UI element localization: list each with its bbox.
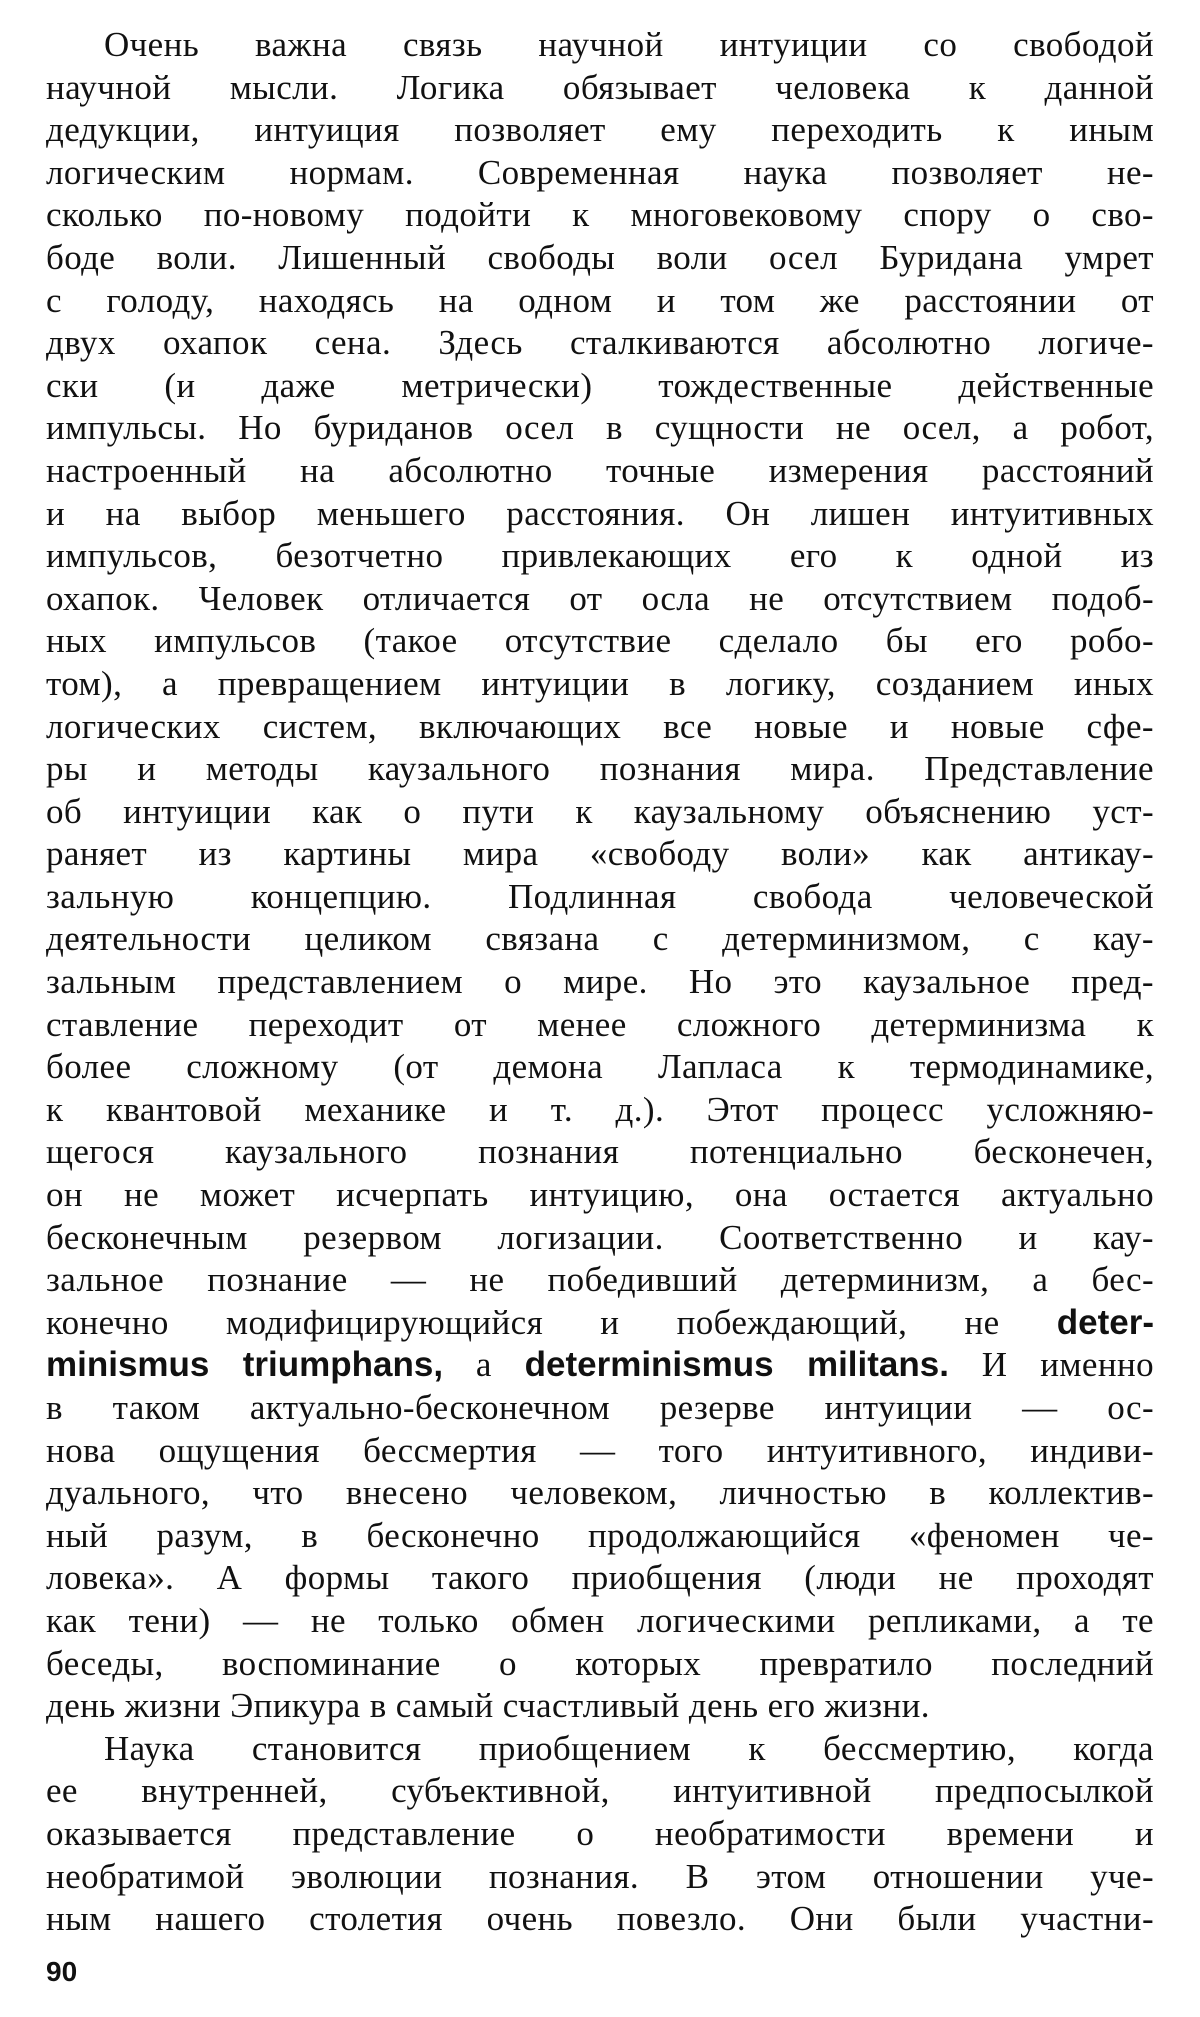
text-line: зальное познание — не победивший детерминизм, а бес- [46, 1260, 1154, 1300]
text-span: И именно [981, 1345, 1155, 1385]
latin-term: deter- [1056, 1302, 1154, 1342]
text-line: логических систем, включающих все новые и новые сфе- [46, 706, 1154, 746]
text-line: настроенный на абсолютно точные измерения расстояний [46, 450, 1154, 490]
text-line: раняет из картины мира «свободу воли» как антикау- [46, 834, 1154, 874]
text-line: дедукции, интуиция позволяет ему переходить к иным [46, 110, 1154, 150]
text-line: Очень важна связь научной интуиции со свободой [104, 25, 1154, 64]
text-line-latin-1 [46, 1302, 1154, 1345]
text-line: беседы, воспоминание о которых превратило последний [46, 1643, 1154, 1683]
text-span: конечно модифицирующийся и побеждающий, не [46, 1302, 1000, 1342]
text-line: необратимой эволюции познания. В этом отношении уче- [46, 1856, 1154, 1896]
text-line: ных импульсов (такое отсутствие сделало бы его робо- [46, 621, 1154, 661]
text-line: импульсов, безотчетно привлекающих его к одной из [46, 536, 1154, 576]
text-line: с голоду, находясь на одном и том же расстоянии от [46, 280, 1154, 320]
paragraph-1 [46, 24, 1154, 1728]
text-line: в таком актуально-бесконечном резерве интуиции — ос- [46, 1388, 1154, 1427]
text-line: ставление переходит от менее сложного детерминизма к [46, 1004, 1154, 1044]
text-line: деятельности целиком связана с детерминизмом, с кау- [46, 919, 1154, 959]
text-line: ным нашего столетия очень повезло. Они были участни- [46, 1899, 1154, 1939]
text-line: научной мысли. Логика обязывает человека к данной [46, 67, 1154, 107]
text-line: и на выбор меньшего расстояния. Он лишен интуитивных [46, 493, 1154, 533]
text-line: дуального, что внесено человеком, личностью в коллектив- [46, 1473, 1154, 1513]
text-line: зальную концепцию. Подлинная свобода человеческой [46, 876, 1154, 916]
text-line: импульсы. Но буриданов осел в сущности не осел, а робот, [46, 408, 1154, 448]
text-line: двух охапок сена. Здесь сталкиваются абсолютно логиче- [46, 323, 1154, 363]
text-line: Наука становится приобщением к бессмертию, когда [104, 1728, 1154, 1768]
text-line: щегося каузального познания потенциально бесконечен, [46, 1132, 1154, 1172]
text-span: а [475, 1345, 492, 1385]
text-line: ски (и даже метрически) тождественные действенные [46, 365, 1154, 405]
latin-term: determinismus militans. [524, 1345, 949, 1385]
text-line: логическим нормам. Современная наука позволяет не- [46, 152, 1154, 192]
text-line: более сложному (от демона Лапласа к термодинамике, [46, 1047, 1154, 1087]
text-line: ный разум, в бесконечно продолжающийся «феномен че- [46, 1515, 1154, 1555]
text-line: сколько по-новому подойти к многовековому спору о сво- [46, 195, 1154, 235]
text-line: ловека». А формы такого приобщения (люди не проходят [46, 1558, 1154, 1598]
page-number: 90 [46, 1956, 78, 1987]
text-line: зальным представлением о мире. Но это каузальное пред- [46, 962, 1154, 1002]
text-line: оказывается представление о необратимости времени и [46, 1813, 1154, 1853]
text-line: ее внутренней, субъективной, интуитивной предпосылкой [46, 1771, 1154, 1811]
text-line: об интуиции как о пути к каузальному объяснению уст- [46, 791, 1154, 831]
text-line: боде воли. Лишенный свободы воли осел Буридана умрет [46, 237, 1154, 277]
text-line: день жизни Эпикура в самый счастливый день его жизни. [46, 1686, 930, 1726]
text-line: ры и методы каузального познания мира. Представление [46, 749, 1154, 789]
body-text [46, 24, 1154, 1941]
text-line: нова ощущения бессмертия — того интуитивного, индиви- [46, 1430, 1154, 1470]
text-line: охапок. Человек отличается от осла не отсутствием подоб- [46, 578, 1154, 618]
latin-term: minismus triumphans, [46, 1345, 444, 1385]
text-line: к квантовой механике и т. д.). Этот процесс усложняю- [46, 1089, 1154, 1129]
text-line: как тени) — не только обмен логическими репликами, а те [46, 1600, 1154, 1640]
text-line: том), а превращением интуиции в логику, созданием иных [46, 663, 1154, 703]
text-line: бесконечным резервом логизации. Соответственно и кау- [46, 1217, 1154, 1257]
text-line: он не может исчерпать интуицию, она остается актуально [46, 1175, 1154, 1215]
paragraph-2 [46, 1728, 1154, 1941]
text-line-latin-2 [46, 1344, 1154, 1387]
